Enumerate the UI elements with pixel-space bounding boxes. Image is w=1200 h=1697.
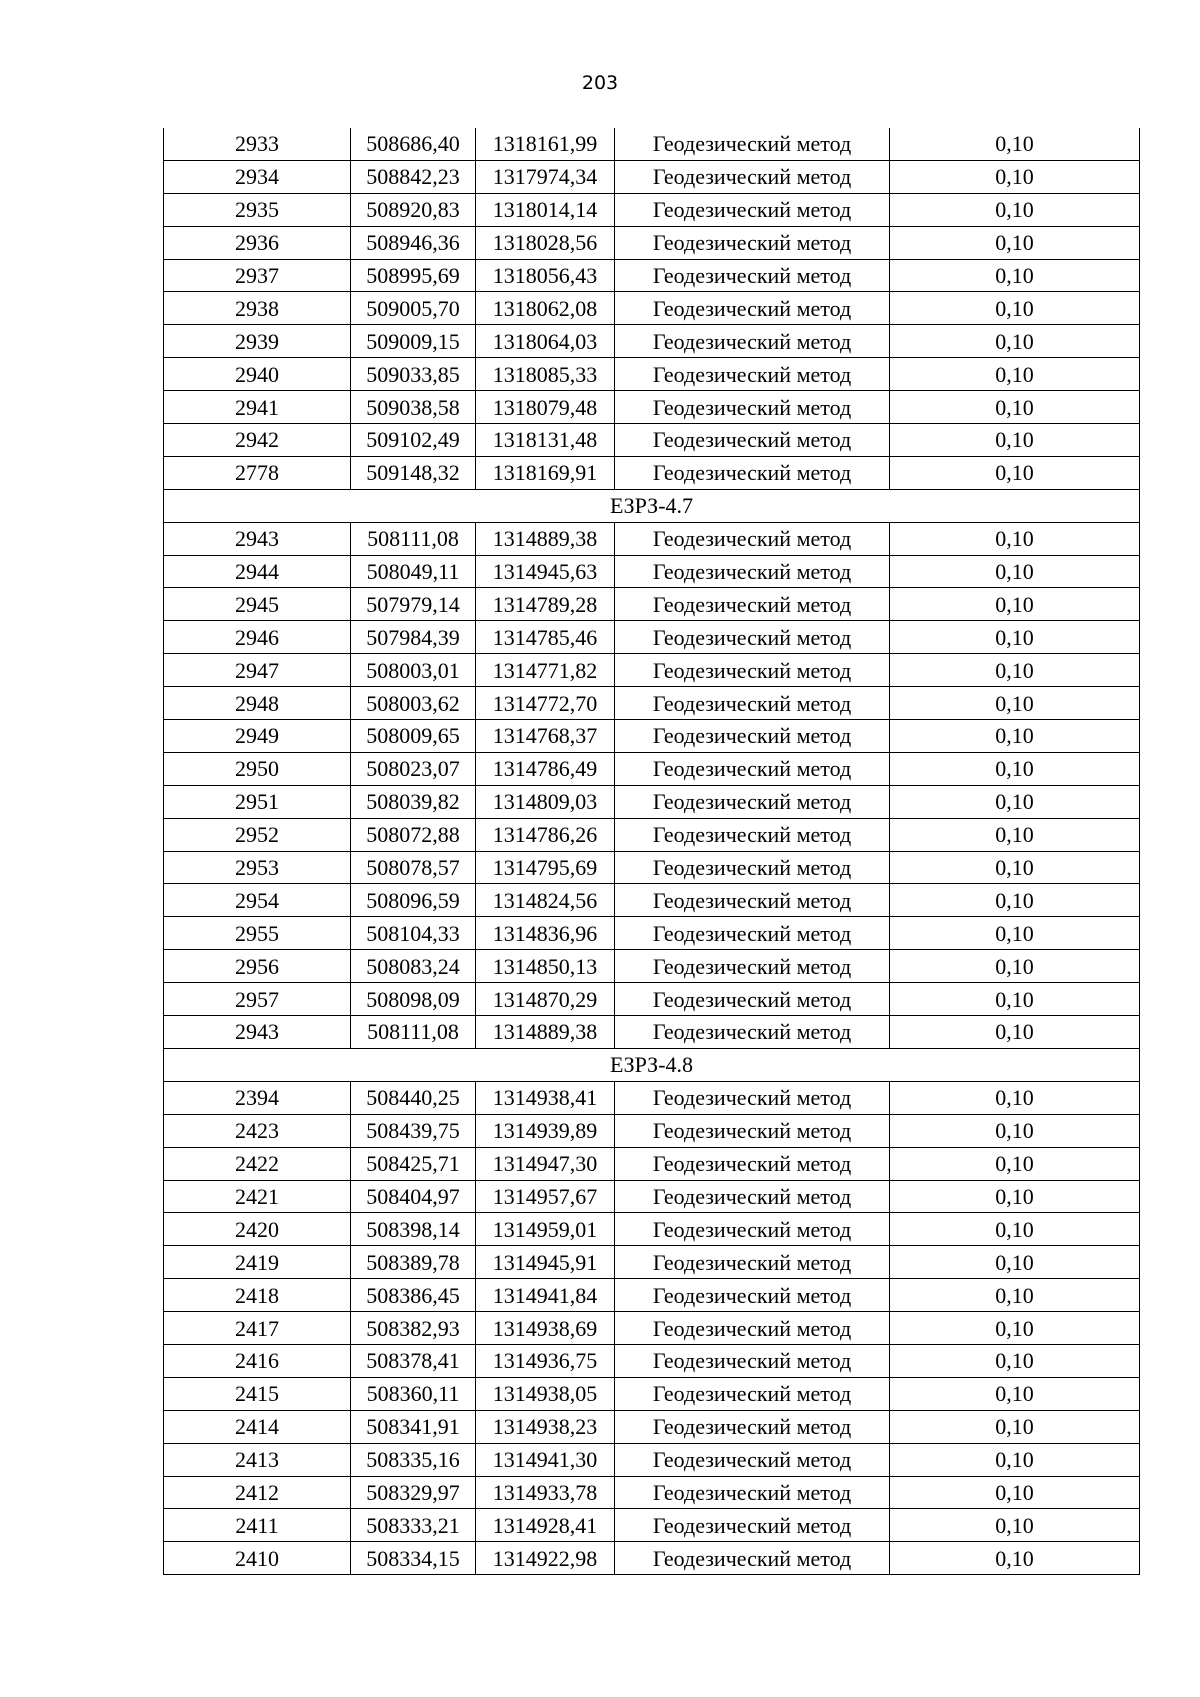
point-number-cell: 2943 (164, 522, 351, 555)
point-number-cell: 2944 (164, 555, 351, 588)
table-row (164, 292, 1140, 325)
table-row (164, 456, 1140, 489)
table-row (164, 818, 1140, 851)
y-coordinate-cell: 1314870,29 (476, 983, 615, 1016)
y-coordinate-cell: 1314941,30 (476, 1443, 615, 1476)
accuracy-cell: 0,10 (890, 292, 1140, 325)
table-row (164, 160, 1140, 193)
table-row (164, 358, 1140, 391)
point-number-cell: 2933 (164, 128, 351, 160)
table-row (164, 687, 1140, 720)
accuracy-cell: 0,10 (890, 391, 1140, 424)
accuracy-cell: 0,10 (890, 621, 1140, 654)
table-row (164, 1344, 1140, 1377)
accuracy-cell: 0,10 (890, 1476, 1140, 1509)
table-row (164, 1016, 1140, 1049)
accuracy-cell: 0,10 (890, 424, 1140, 457)
y-coordinate-cell: 1314795,69 (476, 851, 615, 884)
x-coordinate-cell: 508003,62 (351, 687, 476, 720)
y-coordinate-cell: 1314945,63 (476, 555, 615, 588)
x-coordinate-cell: 508378,41 (351, 1344, 476, 1377)
point-number-cell: 2941 (164, 391, 351, 424)
x-coordinate-cell: 508686,40 (351, 128, 476, 160)
x-coordinate-cell: 508003,01 (351, 654, 476, 687)
point-number-cell: 2421 (164, 1180, 351, 1213)
x-coordinate-cell: 508334,15 (351, 1542, 476, 1575)
y-coordinate-cell: 1314959,01 (476, 1213, 615, 1246)
x-coordinate-cell: 508078,57 (351, 851, 476, 884)
point-number-cell: 2394 (164, 1081, 351, 1114)
point-number-cell: 2957 (164, 983, 351, 1016)
accuracy-cell: 0,10 (890, 1410, 1140, 1443)
method-cell: Геодезический метод (615, 950, 890, 983)
point-number-cell: 2945 (164, 588, 351, 621)
x-coordinate-cell: 508404,97 (351, 1180, 476, 1213)
x-coordinate-cell: 508920,83 (351, 193, 476, 226)
accuracy-cell: 0,10 (890, 917, 1140, 950)
table-row (164, 884, 1140, 917)
accuracy-cell: 0,10 (890, 950, 1140, 983)
y-coordinate-cell: 1314809,03 (476, 785, 615, 818)
y-coordinate-cell: 1314936,75 (476, 1344, 615, 1377)
coordinates-table (163, 128, 1140, 1575)
x-coordinate-cell: 508425,71 (351, 1147, 476, 1180)
accuracy-cell: 0,10 (890, 160, 1140, 193)
table-row (164, 555, 1140, 588)
y-coordinate-cell: 1314771,82 (476, 654, 615, 687)
method-cell: Геодезический метод (615, 785, 890, 818)
x-coordinate-cell: 507984,39 (351, 621, 476, 654)
y-coordinate-cell: 1314786,49 (476, 752, 615, 785)
table-row (164, 950, 1140, 983)
x-coordinate-cell: 508386,45 (351, 1279, 476, 1312)
y-coordinate-cell: 1314945,91 (476, 1246, 615, 1279)
x-coordinate-cell: 508439,75 (351, 1114, 476, 1147)
accuracy-cell: 0,10 (890, 1213, 1140, 1246)
x-coordinate-cell: 509148,32 (351, 456, 476, 489)
x-coordinate-cell: 508946,36 (351, 226, 476, 259)
method-cell: Геодезический метод (615, 160, 890, 193)
method-cell: Геодезический метод (615, 654, 890, 687)
point-number-cell: 2943 (164, 1016, 351, 1049)
table-row (164, 193, 1140, 226)
table-row (164, 983, 1140, 1016)
table-row (164, 1180, 1140, 1213)
y-coordinate-cell: 1318062,08 (476, 292, 615, 325)
accuracy-cell: 0,10 (890, 654, 1140, 687)
table-row (164, 128, 1140, 160)
x-coordinate-cell: 509005,70 (351, 292, 476, 325)
accuracy-cell: 0,10 (890, 785, 1140, 818)
accuracy-cell: 0,10 (890, 1509, 1140, 1542)
table-row (164, 522, 1140, 555)
page-number: 203 (581, 72, 619, 94)
point-number-cell: 2938 (164, 292, 351, 325)
section-header-row (164, 1048, 1140, 1081)
method-cell: Геодезический метод (615, 621, 890, 654)
x-coordinate-cell: 507979,14 (351, 588, 476, 621)
method-cell: Геодезический метод (615, 884, 890, 917)
table-row (164, 1542, 1140, 1575)
x-coordinate-cell: 508072,88 (351, 818, 476, 851)
point-number-cell: 2948 (164, 687, 351, 720)
point-number-cell: 2939 (164, 325, 351, 358)
y-coordinate-cell: 1314850,13 (476, 950, 615, 983)
y-coordinate-cell: 1314836,96 (476, 917, 615, 950)
method-cell: Геодезический метод (615, 1213, 890, 1246)
method-cell: Геодезический метод (615, 917, 890, 950)
point-number-cell: 2937 (164, 259, 351, 292)
method-cell: Геодезический метод (615, 259, 890, 292)
table-row (164, 1213, 1140, 1246)
method-cell: Геодезический метод (615, 1312, 890, 1345)
point-number-cell: 2940 (164, 358, 351, 391)
y-coordinate-cell: 1318161,99 (476, 128, 615, 160)
x-coordinate-cell: 508329,97 (351, 1476, 476, 1509)
table-row (164, 424, 1140, 457)
point-number-cell: 2415 (164, 1377, 351, 1410)
method-cell: Геодезический метод (615, 292, 890, 325)
table-row (164, 1312, 1140, 1345)
y-coordinate-cell: 1318056,43 (476, 259, 615, 292)
table-row (164, 1377, 1140, 1410)
point-number-cell: 2419 (164, 1246, 351, 1279)
table-row (164, 325, 1140, 358)
method-cell: Геодезический метод (615, 1081, 890, 1114)
method-cell: Геодезический метод (615, 1180, 890, 1213)
x-coordinate-cell: 508842,23 (351, 160, 476, 193)
point-number-cell: 2420 (164, 1213, 351, 1246)
section-title: ЕЗРЗ-4.8 (164, 1048, 1140, 1081)
y-coordinate-cell: 1314928,41 (476, 1509, 615, 1542)
x-coordinate-cell: 509038,58 (351, 391, 476, 424)
method-cell: Геодезический метод (615, 1114, 890, 1147)
method-cell: Геодезический метод (615, 1344, 890, 1377)
point-number-cell: 2935 (164, 193, 351, 226)
y-coordinate-cell: 1314939,89 (476, 1114, 615, 1147)
accuracy-cell: 0,10 (890, 1147, 1140, 1180)
accuracy-cell: 0,10 (890, 522, 1140, 555)
method-cell: Геодезический метод (615, 193, 890, 226)
table-row (164, 226, 1140, 259)
method-cell: Геодезический метод (615, 424, 890, 457)
y-coordinate-cell: 1314772,70 (476, 687, 615, 720)
method-cell: Геодезический метод (615, 456, 890, 489)
method-cell: Геодезический метод (615, 1377, 890, 1410)
section-header-row (164, 489, 1140, 522)
x-coordinate-cell: 509102,49 (351, 424, 476, 457)
y-coordinate-cell: 1314938,41 (476, 1081, 615, 1114)
method-cell: Геодезический метод (615, 522, 890, 555)
accuracy-cell: 0,10 (890, 752, 1140, 785)
x-coordinate-cell: 508023,07 (351, 752, 476, 785)
method-cell: Геодезический метод (615, 358, 890, 391)
accuracy-cell: 0,10 (890, 983, 1140, 1016)
x-coordinate-cell: 508083,24 (351, 950, 476, 983)
y-coordinate-cell: 1314889,38 (476, 522, 615, 555)
y-coordinate-cell: 1318014,14 (476, 193, 615, 226)
method-cell: Геодезический метод (615, 720, 890, 753)
y-coordinate-cell: 1318064,03 (476, 325, 615, 358)
accuracy-cell: 0,10 (890, 555, 1140, 588)
accuracy-cell: 0,10 (890, 1246, 1140, 1279)
table-row (164, 1114, 1140, 1147)
point-number-cell: 2949 (164, 720, 351, 753)
method-cell: Геодезический метод (615, 1443, 890, 1476)
y-coordinate-cell: 1314824,56 (476, 884, 615, 917)
point-number-cell: 2950 (164, 752, 351, 785)
table-row (164, 720, 1140, 753)
x-coordinate-cell: 508039,82 (351, 785, 476, 818)
point-number-cell: 2414 (164, 1410, 351, 1443)
table-row (164, 259, 1140, 292)
x-coordinate-cell: 508398,14 (351, 1213, 476, 1246)
x-coordinate-cell: 509033,85 (351, 358, 476, 391)
table-row (164, 1410, 1140, 1443)
method-cell: Геодезический метод (615, 325, 890, 358)
point-number-cell: 2411 (164, 1509, 351, 1542)
method-cell: Геодезический метод (615, 128, 890, 160)
x-coordinate-cell: 508341,91 (351, 1410, 476, 1443)
accuracy-cell: 0,10 (890, 1542, 1140, 1575)
method-cell: Геодезический метод (615, 1246, 890, 1279)
x-coordinate-cell: 508098,09 (351, 983, 476, 1016)
y-coordinate-cell: 1314938,05 (476, 1377, 615, 1410)
table-row (164, 1279, 1140, 1312)
point-number-cell: 2951 (164, 785, 351, 818)
table-row (164, 752, 1140, 785)
point-number-cell: 2956 (164, 950, 351, 983)
method-cell: Геодезический метод (615, 1147, 890, 1180)
accuracy-cell: 0,10 (890, 588, 1140, 621)
table-row (164, 391, 1140, 424)
point-number-cell: 2410 (164, 1542, 351, 1575)
y-coordinate-cell: 1317974,34 (476, 160, 615, 193)
point-number-cell: 2413 (164, 1443, 351, 1476)
y-coordinate-cell: 1318079,48 (476, 391, 615, 424)
accuracy-cell: 0,10 (890, 1114, 1140, 1147)
y-coordinate-cell: 1314933,78 (476, 1476, 615, 1509)
y-coordinate-cell: 1318169,91 (476, 456, 615, 489)
x-coordinate-cell: 508440,25 (351, 1081, 476, 1114)
method-cell: Геодезический метод (615, 983, 890, 1016)
point-number-cell: 2934 (164, 160, 351, 193)
y-coordinate-cell: 1314941,84 (476, 1279, 615, 1312)
x-coordinate-cell: 508111,08 (351, 1016, 476, 1049)
accuracy-cell: 0,10 (890, 259, 1140, 292)
point-number-cell: 2417 (164, 1312, 351, 1345)
point-number-cell: 2946 (164, 621, 351, 654)
method-cell: Геодезический метод (615, 1476, 890, 1509)
x-coordinate-cell: 508995,69 (351, 259, 476, 292)
method-cell: Геодезический метод (615, 752, 890, 785)
x-coordinate-cell: 508382,93 (351, 1312, 476, 1345)
table-row (164, 1443, 1140, 1476)
accuracy-cell: 0,10 (890, 358, 1140, 391)
point-number-cell: 2422 (164, 1147, 351, 1180)
table-row (164, 917, 1140, 950)
x-coordinate-cell: 508111,08 (351, 522, 476, 555)
accuracy-cell: 0,10 (890, 1081, 1140, 1114)
method-cell: Геодезический метод (615, 1509, 890, 1542)
method-cell: Геодезический метод (615, 1410, 890, 1443)
method-cell: Геодезический метод (615, 851, 890, 884)
x-coordinate-cell: 508096,59 (351, 884, 476, 917)
accuracy-cell: 0,10 (890, 851, 1140, 884)
x-coordinate-cell: 508104,33 (351, 917, 476, 950)
method-cell: Геодезический метод (615, 1279, 890, 1312)
method-cell: Геодезический метод (615, 818, 890, 851)
method-cell: Геодезический метод (615, 391, 890, 424)
table-row (164, 851, 1140, 884)
point-number-cell: 2778 (164, 456, 351, 489)
table-row (164, 785, 1140, 818)
point-number-cell: 2952 (164, 818, 351, 851)
y-coordinate-cell: 1318028,56 (476, 226, 615, 259)
accuracy-cell: 0,10 (890, 456, 1140, 489)
accuracy-cell: 0,10 (890, 226, 1140, 259)
method-cell: Геодезический метод (615, 1016, 890, 1049)
y-coordinate-cell: 1318131,48 (476, 424, 615, 457)
y-coordinate-cell: 1314938,23 (476, 1410, 615, 1443)
accuracy-cell: 0,10 (890, 687, 1140, 720)
y-coordinate-cell: 1314786,26 (476, 818, 615, 851)
accuracy-cell: 0,10 (890, 128, 1140, 160)
point-number-cell: 2936 (164, 226, 351, 259)
y-coordinate-cell: 1314789,28 (476, 588, 615, 621)
x-coordinate-cell: 508335,16 (351, 1443, 476, 1476)
method-cell: Геодезический метод (615, 687, 890, 720)
y-coordinate-cell: 1314957,67 (476, 1180, 615, 1213)
table-row (164, 1476, 1140, 1509)
section-title: ЕЗРЗ-4.7 (164, 489, 1140, 522)
method-cell: Геодезический метод (615, 555, 890, 588)
accuracy-cell: 0,10 (890, 1377, 1140, 1410)
table-row (164, 1081, 1140, 1114)
y-coordinate-cell: 1314947,30 (476, 1147, 615, 1180)
y-coordinate-cell: 1314922,98 (476, 1542, 615, 1575)
point-number-cell: 2418 (164, 1279, 351, 1312)
accuracy-cell: 0,10 (890, 1312, 1140, 1345)
table-row (164, 1147, 1140, 1180)
point-number-cell: 2423 (164, 1114, 351, 1147)
x-coordinate-cell: 509009,15 (351, 325, 476, 358)
accuracy-cell: 0,10 (890, 818, 1140, 851)
point-number-cell: 2947 (164, 654, 351, 687)
point-number-cell: 2412 (164, 1476, 351, 1509)
table-row (164, 1246, 1140, 1279)
x-coordinate-cell: 508389,78 (351, 1246, 476, 1279)
accuracy-cell: 0,10 (890, 884, 1140, 917)
y-coordinate-cell: 1314889,38 (476, 1016, 615, 1049)
table-row (164, 654, 1140, 687)
method-cell: Геодезический метод (615, 1542, 890, 1575)
accuracy-cell: 0,10 (890, 1279, 1140, 1312)
y-coordinate-cell: 1314785,46 (476, 621, 615, 654)
x-coordinate-cell: 508049,11 (351, 555, 476, 588)
point-number-cell: 2954 (164, 884, 351, 917)
table-row (164, 1509, 1140, 1542)
point-number-cell: 2416 (164, 1344, 351, 1377)
accuracy-cell: 0,10 (890, 1443, 1140, 1476)
point-number-cell: 2955 (164, 917, 351, 950)
point-number-cell: 2942 (164, 424, 351, 457)
x-coordinate-cell: 508009,65 (351, 720, 476, 753)
accuracy-cell: 0,10 (890, 720, 1140, 753)
accuracy-cell: 0,10 (890, 1016, 1140, 1049)
y-coordinate-cell: 1314938,69 (476, 1312, 615, 1345)
method-cell: Геодезический метод (615, 588, 890, 621)
point-number-cell: 2953 (164, 851, 351, 884)
x-coordinate-cell: 508360,11 (351, 1377, 476, 1410)
y-coordinate-cell: 1318085,33 (476, 358, 615, 391)
accuracy-cell: 0,10 (890, 193, 1140, 226)
method-cell: Геодезический метод (615, 226, 890, 259)
accuracy-cell: 0,10 (890, 1180, 1140, 1213)
accuracy-cell: 0,10 (890, 1344, 1140, 1377)
table-row (164, 621, 1140, 654)
table-row (164, 588, 1140, 621)
accuracy-cell: 0,10 (890, 325, 1140, 358)
x-coordinate-cell: 508333,21 (351, 1509, 476, 1542)
y-coordinate-cell: 1314768,37 (476, 720, 615, 753)
